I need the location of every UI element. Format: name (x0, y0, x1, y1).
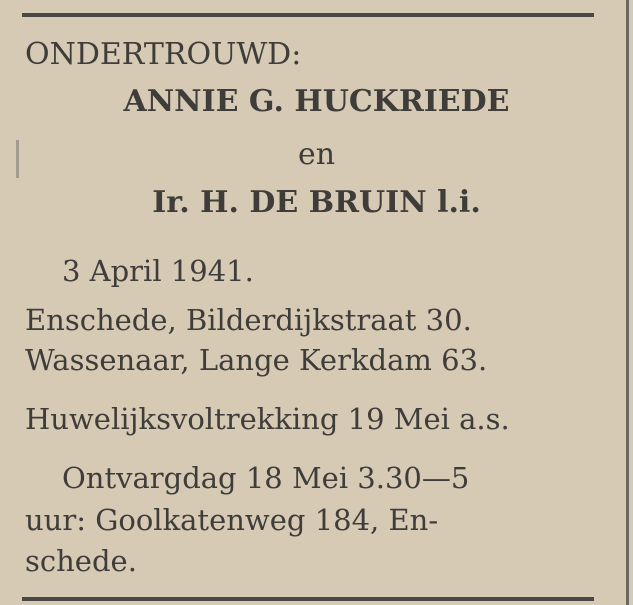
bottom-rule (22, 597, 594, 601)
address-wassenaar: Wassenaar, Lange Kerkdam 63. (25, 343, 488, 377)
address-enschede: Enschede, Bilderdijkstraat 30. (25, 303, 472, 337)
reception-line-1: Ontvargdag 18 Mei 3.30—5 (62, 461, 470, 495)
reception-line-3: schede. (25, 544, 137, 578)
groom-name: Ir. H. DE BRUIN l.i. (152, 185, 481, 220)
date: 3 April 1941. (62, 254, 254, 288)
conjunction: en (297, 137, 336, 172)
reception-line-2: uur: Goolkatenweg 184, En- (25, 503, 439, 537)
heading: ONDERTROUWD: (25, 37, 302, 72)
top-rule (22, 13, 594, 17)
bride-name: ANNIE G. HUCKRIEDE (123, 84, 510, 119)
wedding-date: Huwelijksvoltrekking 19 Mei a.s. (25, 402, 510, 436)
